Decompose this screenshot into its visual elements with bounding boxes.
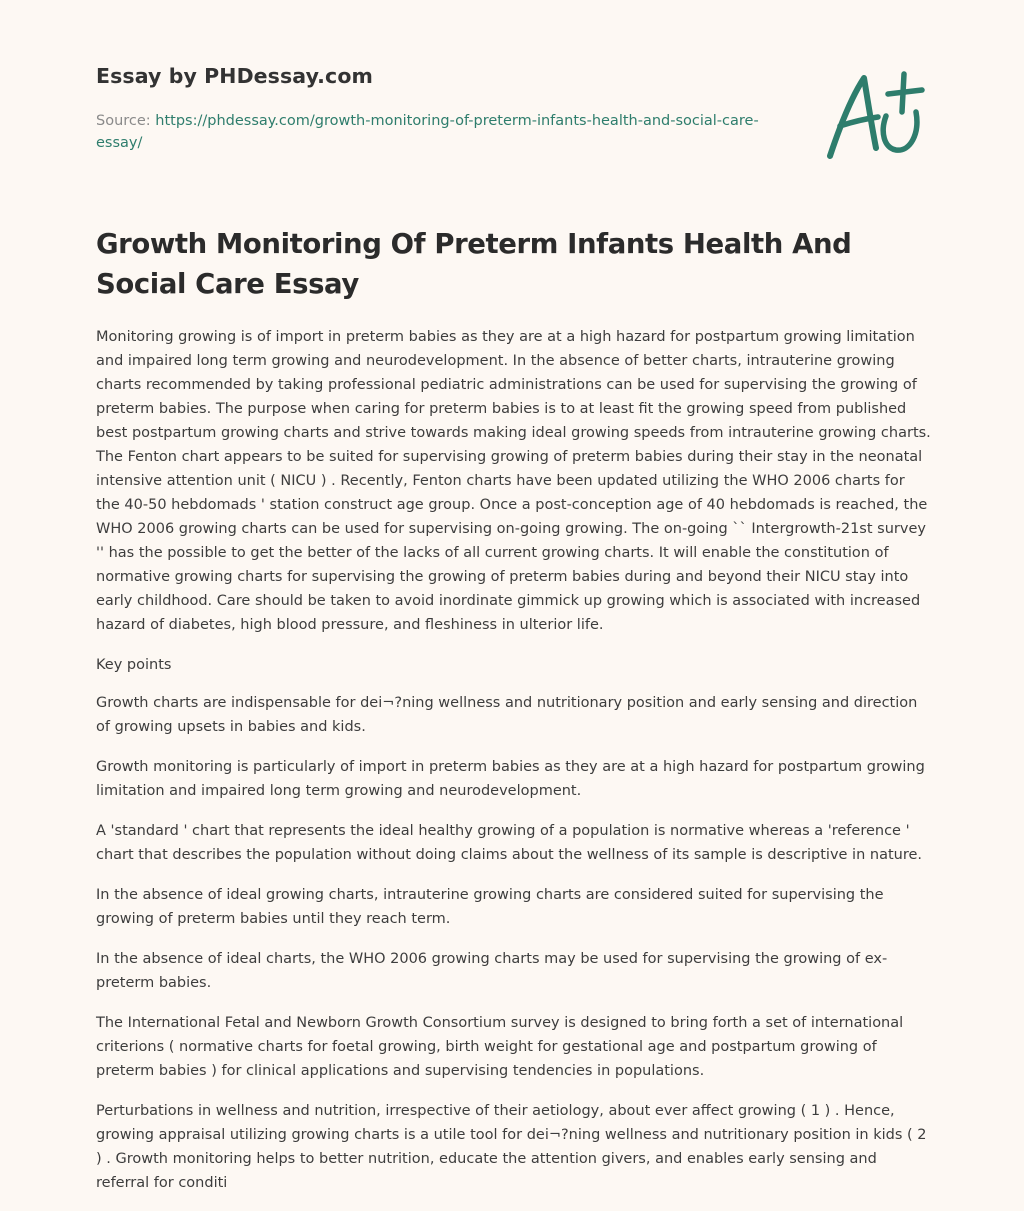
key-point-paragraph: In the absence of ideal charts, the WHO 2006 growing charts may be used for supervising the growing of ex-preterm babies. [96,951,888,991]
body-paragraph: Perturbations in wellness and nutrition, irrespective of their aetiology, about ever affect growing ( 1 ) . Hence, growing appraisal utilizing growing charts is a utile tool for dei¬?ning wellness and nutritionary position in kids ( 2 ) . Growth monitoring helps to better nutrition, educate the attention givers, and enables early sensing and referral for conditi [96,1103,927,1191]
source-line [96,110,776,154]
intro-paragraph: Monitoring growing is of import in preterm babies as they are at a high hazard for postpartum growing limitation and impaired long term growing and neurodevelopment. In the absence of better charts, intrauterine growing charts recommended by taking professional pediatric administrations can be used for supervising the growing of preterm babies. The purpose when caring for preterm babies is to at least fit the growing speed from published best postpartum growing charts and strive towards making ideal growing speeds from intrauterine growing charts. The Fenton chart appears to be suited for supervising growing of preterm babies during their stay in the neonatal intensive attention unit ( NICU ) . Recently, Fenton charts have been updated utilizing the WHO 2006 charts for the 40-50 hebdomads ' station construct age group. Once a post-conception age of 40 hebdomads is reached, the WHO 2006 growing charts can be used for supervising on-going growing. The on-going `` Intergrowth-21st survey '' has the possible to get the better of the lacks of all current growing charts. It will enable the constitution of normative growing charts for supervising the growing of preterm babies during and beyond their NICU stay into early childhood. Care should be taken to avoid inordinate gimmick up growing which is associated with increased hazard of diabetes, high blood pressure, and fleshiness in ulterior life. [96,329,931,633]
essay-title: Growth Monitoring Of Preterm Infants Health And Social Care Essay [96,228,852,300]
a-plus-logo-icon [818,66,930,170]
key-point-paragraph: Growth charts are indispensable for dei¬?ning wellness and nutritionary position and early sensing and direction of growing upsets in babies and kids. [96,695,918,735]
key-point-paragraph: The International Fetal and Newborn Growth Consortium survey is designed to bring forth a set of international criterions ( normative charts for foetal growing, birth weight for gestational age and postpartum growing of preterm babies ) for clinical applications and supervising tendencies in populations. [96,1015,904,1079]
source-link[interactable]: https://phdessay.com/growth-monitoring-of-preterm-infants-health-and-social-care-essay/ [96,113,759,151]
site-title: Essay by PHDessay.com [96,64,373,88]
key-point-paragraph: In the absence of ideal growing charts, intrauterine growing charts are considered suited for supervising the growing of preterm babies until they reach term. [96,887,884,927]
key-points-heading: Key points [96,657,172,673]
essay-body [96,325,932,1211]
key-point-paragraph: A 'standard ' chart that represents the ideal healthy growing of a population is normative whereas a 'reference ' chart that describes the population without doing claims about the wellness of its sample is descriptive in nature. [96,823,923,863]
source-label: Source: [96,113,151,129]
key-point-paragraph: Growth monitoring is particularly of import in preterm babies as they are at a high hazard for postpartum growing limitation and impaired long term growing and neurodevelopment. [96,759,925,799]
